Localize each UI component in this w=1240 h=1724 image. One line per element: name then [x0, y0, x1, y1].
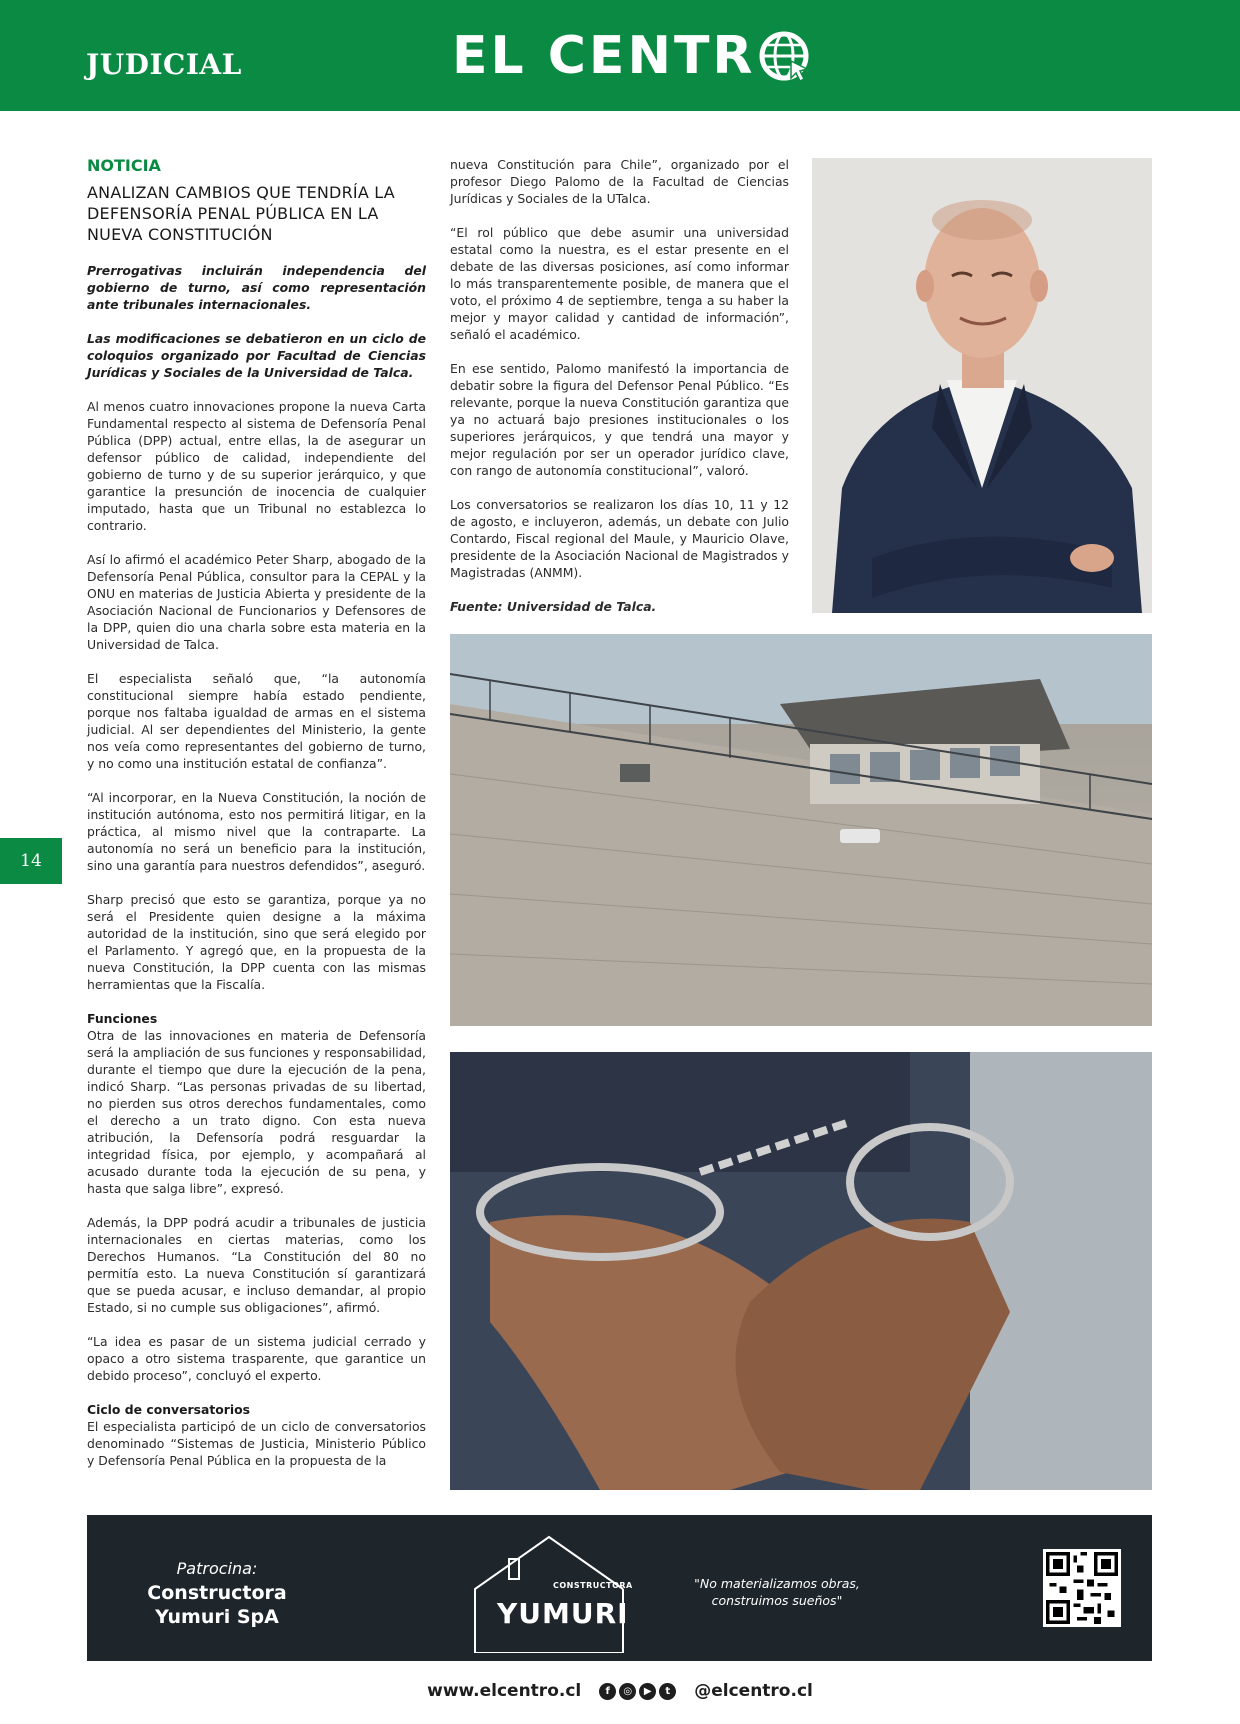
- page-number: 14: [0, 838, 62, 884]
- handcuffs-photo: [450, 1052, 1152, 1490]
- sponsor-name-line: Constructora: [147, 1582, 287, 1604]
- article-column-2: [450, 156, 789, 615]
- article-paragraph: Sharp precisó que esto se garantiza, porque ya no será el Presidente quien designe a la máxima autoridad de la institución, sino que será elegido por el Parlamento. Y agregó que, en la propuesta de la nueva Constitución, la DPP cuenta con las mismas herramientas que la Fiscalía.: [87, 892, 426, 992]
- social-handle[interactable]: @elcentro.cl: [694, 1681, 813, 1701]
- article-paragraph: El especialista participó de un ciclo de conversatorios denominado “Sistemas de Justicia, Ministerio Público y Defensoría Penal Pública en la propuesta de la: [87, 1419, 426, 1468]
- sponsor-name-line: Yumuri SpA: [155, 1606, 279, 1628]
- sponsor-label: Patrocina:: [176, 1559, 258, 1578]
- sponsor-logo-small: CONSTRUCTORA: [553, 1581, 633, 1590]
- article-headline: ANALIZAN CAMBIOS QUE TENDRÍA LA DEFENSORÍA PENAL PÚBLICA EN LA NUEVA CONSTITUCIÓN: [87, 183, 395, 244]
- article-lead: Las modificaciones se debatieron en un ciclo de coloquios organizado por Facultad de Ciencias Jurídicas y Sociales de la Universidad de Talca.: [87, 331, 426, 380]
- article-subheading: Funciones: [87, 1011, 158, 1026]
- article-paragraph: “Al incorporar, en la Nueva Constitución, la noción de institución autónoma, esto nos permitirá litigar, en la práctica, al mismo nivel que la contraparte. La autonomía no será un beneficio para la institución, sino una garantía para nuestros defendidos”, aseguró.: [87, 790, 426, 873]
- social-icons: [599, 1683, 676, 1700]
- brand-name: EL CENTR: [452, 26, 756, 86]
- article-column-1: [87, 156, 426, 1469]
- qr-code[interactable]: [1043, 1549, 1121, 1627]
- article-paragraph: Además, la DPP podrá acudir a tribunales de justicia internacionales en ciertas materias, como los Derechos Humanos. “La Constitución del 80 no permitía esto. La nueva Constitución sí garantizará que se pueda acusar, e incluso demandar, al propio Estado, si no cumple sus obligaciones”, afirmó.: [87, 1215, 426, 1315]
- article-paragraph: “El rol público que debe asumir una universidad estatal como la nuestra, es el estar presente en el debate de las diversas posiciones, así como informar lo más transparentemente posible, de manera que el voto, el próximo 4 de septiembre, tenga a su haber la mejor y mayor calidad y cantidad de información”, señaló el académico.: [450, 225, 789, 342]
- twitter-icon[interactable]: t: [659, 1683, 676, 1700]
- article-kicker: NOTICIA: [87, 156, 161, 175]
- sponsor-slogan: "No materializamos obras, construimos sueños": [694, 1576, 860, 1608]
- house-logo-icon: [469, 1529, 629, 1653]
- instagram-icon[interactable]: ◎: [619, 1683, 636, 1700]
- facebook-icon[interactable]: f: [599, 1683, 616, 1700]
- article-source: Fuente: Universidad de Talca.: [450, 599, 657, 614]
- article-paragraph: Así lo afirmó el académico Peter Sharp, abogado de la Defensoría Penal Pública, consultor para la CEPAL y la ONU en materias de Justicia Abierta y presidente de la Asociación Nacional de Funcionarios y Defensores de la DPP, quien dio una charla sobre esta materia en la Universidad de Talca.: [87, 552, 426, 652]
- article-paragraph: En ese sentido, Palomo manifestó la importancia de debatir sobre la figura del Defensor Penal Público. “Es relevante, porque la nueva Constitución garantiza que ya no actuará bajo presiones institucionales o los superiores jerárquicos, y que tendrá una mayor y mejor regulación por ser un operador jurídico clave, con rango de autonomía constitucional”, valoró.: [450, 361, 789, 478]
- website-link[interactable]: www.elcentro.cl: [427, 1681, 582, 1701]
- article-subheading: Ciclo de conversatorios: [87, 1402, 251, 1417]
- brand-logo[interactable]: [452, 26, 811, 86]
- sponsor-logo-text: YUMURI: [497, 1597, 629, 1630]
- article-paragraph: “La idea es pasar de un sistema judicial cerrado y opaco a otro sistema trasparente, que garantice un debido proceso”, concluyó el experto.: [87, 1334, 426, 1383]
- sponsor-banner[interactable]: [87, 1515, 1152, 1661]
- footer: [0, 1676, 1240, 1706]
- article-paragraph: Otra de las innovaciones en materia de Defensoría será la ampliación de sus funciones y responsabilidad, durante el tiempo que dure la ejecución de la pena, indicó Sharp. “Las personas privadas de su libertad, no pierden sus otros derechos fundamentales, como el derecho a un trato digno. Con esta nueva atribución, la Defensoría podrá resguardar la integridad física, por ejemplo, y acompañará al acusado durante toda la ejecución de su pena, y hasta que salga libre”, expresó.: [87, 1028, 426, 1196]
- sponsor-name: [117, 1581, 317, 1629]
- article-paragraph: Los conversatorios se realizaron los días 10, 11 y 12 de agosto, e incluyeron, además, un debate con Julio Contardo, Fiscal regional del Maule, y Mauricio Olave, presidente de la Asociación Nacional de Magistrados y Magistradas (ANMM).: [450, 497, 789, 580]
- article-paragraph: Al menos cuatro innovaciones propone la nueva Carta Fundamental respecto al sistema de Defensoría Penal Pública (DPP) actual, entre ellas, la de asegurar un defensor público de calidad, independiente del gobierno de turno y de su superior jerárquico, y que garantice la presunción de inocencia de cualquier imputado, hasta que un Tribunal no establezca lo contrario.: [87, 399, 426, 533]
- section-label: JUDICIAL: [86, 48, 242, 81]
- masthead: [0, 0, 1240, 111]
- prison-wall-photo: [450, 634, 1152, 1026]
- article-lead: Prerrogativas incluirán independencia del gobierno de turno, así como representación ante tribunales internacionales.: [87, 263, 426, 312]
- article-paragraph: nueva Constitución para Chile”, organizado por el profesor Diego Palomo de la Facultad de Ciencias Jurídicas y Sociales de la UTalca.: [450, 157, 789, 206]
- youtube-icon[interactable]: ▶: [639, 1683, 656, 1700]
- globe-cursor-icon: [757, 29, 811, 83]
- article-paragraph: El especialista señaló que, “la autonomía constitucional siempre había estado pendiente, porque nos faltaba igualdad de armas en el sistema judicial. Al ser dependientes del Ministerio, la gente nos veía como representantes del gobierno de turno, y no como una institución estatal de confianza”.: [87, 671, 426, 771]
- portrait-photo: [812, 158, 1152, 613]
